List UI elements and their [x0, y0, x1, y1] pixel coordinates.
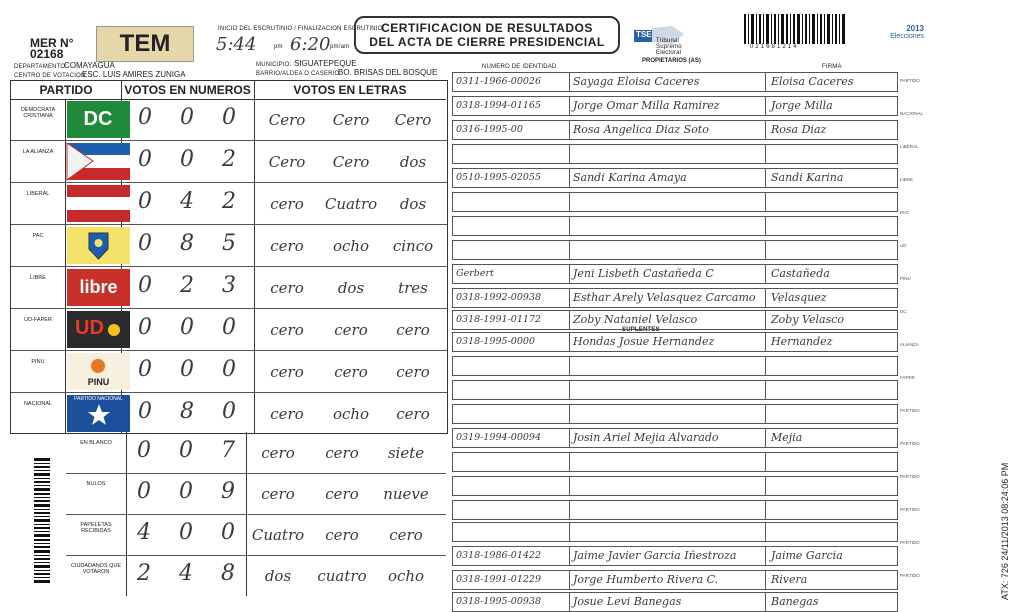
vote-digit: 2	[222, 147, 236, 172]
side-party-label: LIBERAL	[900, 144, 919, 149]
signature-row	[452, 570, 898, 590]
signature: Jaime Garcia	[771, 549, 843, 562]
identity-number: 0318-1986-01422	[456, 550, 541, 561]
vote-word: ocho	[387, 567, 425, 585]
party-name: DEMOCRATA CRISTIANA	[20, 107, 56, 119]
side-party-label: PARTIDO	[900, 78, 920, 83]
vote-digit: 2	[137, 561, 151, 586]
pinu-logo-text: PINU	[87, 377, 110, 387]
identity-number: 0319-1994-00094	[456, 432, 541, 443]
side-party-label: ALIANZA	[900, 342, 919, 347]
vote-digit: 4	[180, 189, 194, 214]
vote-word: Cero	[332, 111, 370, 129]
vote-digit: 0	[222, 399, 236, 424]
summary-row-nulos	[66, 473, 446, 515]
member-name: Jeni Lisbeth Castañeda C	[573, 267, 714, 280]
tem-badge: TEM	[96, 26, 194, 62]
signature-row	[452, 192, 898, 212]
summary-table	[66, 432, 446, 596]
side-party-label: UD	[900, 243, 907, 248]
vote-digit: 0	[180, 147, 194, 172]
vote-word: Cuatro	[324, 195, 378, 213]
centro-value: ESC. LUIS AMIRES ZUNIGA	[82, 70, 186, 79]
signature: Mejia	[771, 431, 803, 444]
side-party-label: FAPER	[900, 375, 915, 380]
col-letras-header: VOTOS EN LETRAS	[254, 81, 446, 100]
document-title	[354, 16, 620, 54]
summary-row-blanco	[66, 432, 446, 474]
vote-digit: 4	[179, 561, 193, 586]
vote-word: cero	[325, 444, 359, 462]
vote-digit: 0	[221, 520, 235, 545]
member-name: Rosa Angelica Diaz Soto	[573, 123, 709, 136]
col-partido-header: PARTIDO	[11, 81, 122, 100]
signature-row	[452, 332, 898, 352]
vote-word: cero	[396, 405, 430, 423]
vote-digit: 0	[137, 438, 151, 463]
summary-label: CIUDADANOS QUE VOTARON	[70, 563, 122, 575]
identity-number: 0318-1995-00938	[456, 596, 541, 607]
signature-row	[452, 240, 898, 260]
mer-label: MER N°	[30, 36, 74, 50]
side-barcode	[34, 458, 50, 584]
vote-word: cero	[270, 321, 304, 339]
centro-label: CENTRO DE VOTACION:	[14, 73, 88, 79]
barcode-number: 0 2 1 6 8 1 2 1 4	[750, 44, 797, 50]
vote-digit: 0	[138, 189, 152, 214]
vote-word: nueve	[383, 485, 429, 503]
side-party-label: DC	[900, 309, 907, 314]
party-votes-table	[10, 80, 448, 434]
vote-word: ocho	[332, 405, 370, 423]
vote-word: Cero	[268, 153, 306, 171]
nacional-logo-text: PARTIDO NACIONAL	[74, 396, 123, 402]
identity-number: 0510-1995-02055	[456, 172, 541, 183]
vote-digit: 0	[222, 105, 236, 130]
vote-digit: 0	[179, 479, 193, 504]
summary-row-papeletas	[66, 514, 446, 556]
vote-word: cero	[270, 279, 304, 297]
party-row-pac	[11, 225, 447, 267]
vote-word: cero	[270, 237, 304, 255]
side-party-label: PARTIDO	[900, 540, 920, 545]
party-row-nacional	[11, 393, 447, 434]
vote-word: cero	[334, 363, 368, 381]
vote-digit: 3	[222, 273, 236, 298]
signature-row	[452, 404, 898, 424]
signature-row	[452, 546, 898, 566]
col-id-header: NUMERO DE IDENTIDAD	[482, 64, 557, 70]
signature: Zoby Velasco	[771, 313, 844, 326]
signature-row	[452, 144, 898, 164]
signature: Hernandez	[771, 335, 833, 348]
vote-digit: 0	[180, 315, 194, 340]
vote-word: cero	[396, 363, 430, 381]
vote-word: Cuatro	[251, 526, 305, 544]
side-party-label: PINU	[900, 276, 911, 281]
libre-logo: libre	[67, 269, 130, 306]
vote-digit: 0	[222, 357, 236, 382]
party-row-pinu	[11, 351, 447, 393]
vote-digit: 0	[179, 438, 193, 463]
signature: Velasquez	[771, 291, 827, 304]
vote-word: dos	[399, 195, 427, 213]
signature-row	[452, 428, 898, 448]
vote-digit: 5	[222, 231, 236, 256]
pinu-logo	[67, 353, 130, 390]
signature-row	[452, 288, 898, 308]
side-party-label: PARTIDO	[900, 441, 920, 446]
dc-logo	[67, 101, 130, 138]
vote-digit: 8	[180, 231, 194, 256]
member-name: Sayaga Eloisa Caceres	[573, 75, 700, 88]
vote-word: Cero	[394, 111, 432, 129]
vote-digit: 0	[138, 357, 152, 382]
col-numeros-header: VOTOS EN NUMEROS	[121, 81, 255, 100]
vote-word: Cero	[332, 153, 370, 171]
party-row-alianza	[11, 141, 447, 183]
vote-digit: 0	[222, 315, 236, 340]
vote-word: cuatro	[317, 567, 367, 585]
party-row-ud	[11, 309, 447, 351]
vote-digit: 0	[138, 231, 152, 256]
summary-label: PAPELETAS RECIBIDAS	[80, 522, 112, 534]
vote-word: cero	[270, 363, 304, 381]
signature-row	[452, 264, 898, 284]
side-party-label: LIBRE	[900, 177, 914, 182]
elecciones-year: 2013	[906, 24, 924, 33]
pm-2: pm/am	[330, 44, 350, 50]
identity-number: 0318-1991-01229	[456, 574, 541, 585]
col-name-header: PROPIETARIOS (AS)	[642, 58, 701, 64]
title-line-1: CERTIFICACION DE RESULTADOS	[381, 21, 593, 35]
vote-digit: 7	[221, 438, 235, 463]
vote-digit: 0	[180, 357, 194, 382]
vote-word: cero	[325, 485, 359, 503]
member-name: Jorge Omar Milla Ramirez	[573, 99, 720, 112]
side-party-label: PARTIDO	[900, 507, 920, 512]
vote-word: ocho	[332, 237, 370, 255]
party-name: LIBRE	[30, 275, 46, 281]
identity-number: 0318-1995-0000	[456, 336, 535, 347]
side-party-label: PARTIDO	[900, 408, 920, 413]
member-name: Jaime Javier Garcia Iñestroza	[573, 549, 737, 562]
signature: Eloisa Caceres	[771, 75, 854, 88]
member-name: Esthar Arely Velasquez Carcamo	[573, 291, 756, 304]
elecciones-logo	[884, 24, 924, 48]
member-name: Jorge Humberto Rivera C.	[573, 573, 719, 586]
tse-logo	[632, 24, 688, 56]
member-name: Hondas Josue Hernandez	[573, 335, 715, 348]
vote-word: Cero	[268, 111, 306, 129]
vote-digit: 2	[180, 273, 194, 298]
vote-word: cero	[270, 405, 304, 423]
signature-row	[452, 216, 898, 236]
vote-digit: 4	[137, 520, 151, 545]
side-stamp: ATX: 726 24/11/2013 08:24:06 PM	[1000, 462, 1010, 600]
signature-row	[452, 96, 898, 116]
pac-logo	[67, 227, 130, 264]
ud-logo-text: UD	[75, 317, 104, 339]
summary-row-votaron	[66, 555, 446, 596]
signature: Banegas	[771, 595, 819, 608]
signature: Jorge Milla	[771, 99, 833, 112]
party-name: PAC	[32, 233, 44, 239]
signature-row	[452, 310, 898, 330]
municipio-label: MUNICIPIO:	[256, 62, 292, 68]
dc-logo-text: DC	[77, 103, 119, 135]
alianza-flag-icon	[67, 143, 130, 180]
pinu-sun-icon	[87, 355, 109, 377]
vote-digit: 0	[138, 105, 152, 130]
signature-row	[452, 592, 898, 612]
signature-table	[452, 58, 898, 608]
liberal-logo	[67, 185, 130, 222]
barrio-value: BO. BRISAS DEL BOSQUE	[338, 68, 438, 77]
vote-digit: 0	[138, 147, 152, 172]
summary-label: NULOS	[86, 481, 106, 487]
vote-digit: 2	[222, 189, 236, 214]
side-party-label: PAC	[900, 210, 909, 215]
vote-digit: 0	[138, 315, 152, 340]
vote-word: cinco	[392, 237, 434, 255]
nacional-logo	[67, 395, 130, 432]
barcode-icon	[744, 14, 846, 44]
departamento-value: COMAYAGUA	[64, 61, 115, 70]
identity-number: 0318-1992-00938	[456, 292, 541, 303]
hora-fin: 6:20	[290, 34, 331, 55]
signature-row	[452, 522, 898, 542]
signature-row	[452, 168, 898, 188]
tse-sub: Tribunal Supremo Electoral	[656, 38, 682, 56]
suplentes-label: SUPLENTES	[622, 327, 660, 333]
title-line-2: DEL ACTA DE CIERRE PRESIDENCIAL	[369, 35, 605, 49]
vote-word: dos	[337, 279, 365, 297]
vote-digit: 8	[221, 561, 235, 586]
member-name: Josin Ariel Mejia Alvarado	[573, 431, 719, 444]
identity-number: 0318-1991-01172	[456, 314, 541, 325]
identity-number: Gerbert	[456, 268, 494, 279]
mer-number: 02168	[30, 47, 64, 61]
party-row-liberal	[11, 183, 447, 225]
vote-word: cero	[334, 321, 368, 339]
elecciones-label: Elecciones	[890, 33, 924, 40]
signature: Rivera	[771, 573, 808, 586]
signature-row	[452, 72, 898, 92]
identity-number: 0311-1966-00026	[456, 76, 541, 87]
col-sig-header: FIRMA	[822, 64, 842, 70]
vote-word: cero	[261, 485, 295, 503]
side-party-label: PARTIDO	[900, 474, 920, 479]
municipio-value: SIGUATEPEQUE	[294, 59, 357, 68]
star-icon	[87, 403, 111, 427]
summary-label: EN BLANCO	[80, 440, 112, 446]
signature-row	[452, 356, 898, 376]
identity-number: 0316-1995-00	[456, 124, 523, 135]
pm-1: pm	[274, 44, 283, 50]
barcode	[744, 14, 846, 48]
signature: Sandi Karina	[771, 171, 844, 184]
party-name: LIBERAL	[26, 191, 50, 197]
party-name: PINU	[31, 359, 45, 365]
vote-word: tres	[398, 279, 428, 297]
vote-word: cero	[270, 195, 304, 213]
vote-word: dos	[264, 567, 292, 585]
party-row-dc	[11, 99, 447, 141]
member-name: Sandi Karina Amaya	[573, 171, 687, 184]
tse-label: TSE	[636, 30, 652, 39]
vote-digit: 8	[180, 399, 194, 424]
signature: Castañeda	[771, 267, 830, 280]
party-name: LA ALIANZA	[22, 149, 54, 155]
vote-digit: 0	[180, 105, 194, 130]
vote-digit: 0	[179, 520, 193, 545]
vote-word: cero	[325, 526, 359, 544]
party-name: UD-FAPER	[24, 317, 52, 323]
hora-inicio: 5:44	[216, 34, 257, 55]
vote-word: siete	[387, 444, 425, 462]
liberal-flag-icon	[67, 185, 130, 222]
ud-logo	[67, 311, 130, 348]
signature-row	[452, 380, 898, 400]
signature-row	[452, 476, 898, 496]
side-party-label: PARTIDO	[900, 573, 920, 578]
signature-row	[452, 120, 898, 140]
vote-word: dos	[399, 153, 427, 171]
inicio-label: INICIO DEL ESCRUTINIO / FINALIZACION ESCRUTINIO	[218, 26, 383, 32]
signature-row	[452, 452, 898, 472]
signature-row	[452, 500, 898, 520]
departamento-label: DEPARTAMENTO:	[14, 64, 68, 70]
party-row-libre	[11, 267, 447, 309]
signature: Rosa Diaz	[771, 123, 827, 136]
vote-digit: 0	[138, 273, 152, 298]
sun-icon	[103, 319, 125, 341]
member-name: Josue Levi Banegas	[573, 595, 682, 608]
party-name: NACIONAL	[23, 401, 53, 407]
barrio-label: BARRIO/ALDEA O CASERIO:	[256, 71, 342, 77]
vote-word: cero	[261, 444, 295, 462]
vote-word: cero	[396, 321, 430, 339]
side-barcode-icon	[34, 458, 50, 584]
vote-digit: 9	[221, 479, 235, 504]
side-party-label: NACIONAL	[900, 111, 924, 116]
vote-word: cero	[389, 526, 423, 544]
member-name: Zoby Nataniel Velasco	[573, 313, 698, 326]
vote-digit: 0	[137, 479, 151, 504]
alianza-logo	[67, 143, 130, 180]
vote-digit: 0	[138, 399, 152, 424]
pac-shield-icon	[67, 227, 130, 264]
identity-number: 0318-1994-01165	[456, 100, 541, 111]
